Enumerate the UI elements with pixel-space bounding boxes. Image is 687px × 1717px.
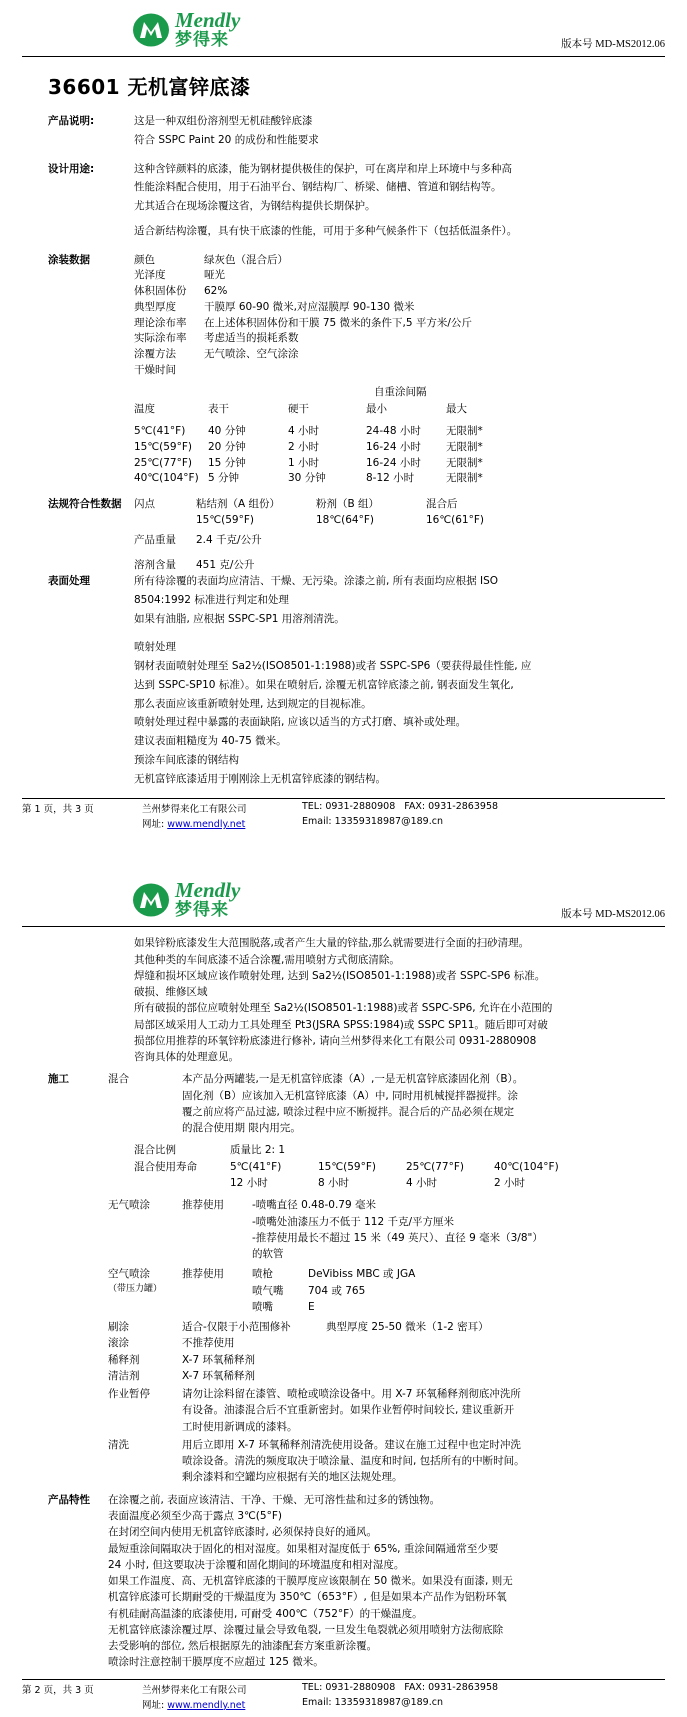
coating-key: 体积固体份 — [134, 285, 187, 297]
spacer — [22, 487, 665, 497]
prop-line: 如果工作温度、高、无机富锌底漆的干膜厚度应该限制在 50 微米。如果没有面漆, 则无 — [108, 1575, 513, 1588]
mix-line: 的混合使用期 限内用完。 — [182, 1122, 301, 1135]
use-line-2: 性能涂料配合使用，用于石油平台、钢结构厂、桥梁、储槽、管道和钢结构等。 — [134, 181, 502, 194]
cell-touch: 5 分钟 — [208, 472, 240, 485]
damage-line: 局部区域采用人工动力工具处理至 Pt3(JSRA SPSS:1984)或 SSPC SP11。随后即可对破 — [134, 1018, 548, 1031]
prop-line: 无机富锌底漆涂覆过厚、涂覆过量会导致龟裂, 一旦发生龟裂就必须用喷射方法彻底除 — [108, 1623, 504, 1636]
col-flashpoint: 闪点 — [134, 498, 155, 510]
section-design-use — [22, 162, 665, 243]
label-cleaning: 清洗 — [108, 1438, 129, 1451]
product-weight-row — [134, 533, 665, 549]
potlife-temp: 25℃(77°F) — [406, 1160, 464, 1173]
value-solvent-content: 451 克/公升 — [196, 559, 255, 572]
airless-line: 的软管 — [252, 1248, 284, 1261]
blast-title: 喷射处理 — [134, 641, 176, 654]
section-product-description — [22, 114, 665, 152]
coating-row — [134, 253, 665, 269]
prop-line: 表面温度必须至少高于露点 3℃(5°F) — [108, 1510, 282, 1523]
label-design-use: 设计用途: — [48, 162, 95, 175]
footer-web-link[interactable]: www.mendly.net — [167, 819, 246, 831]
col-min: 最小 — [366, 403, 387, 416]
pause-line: 工时使用新调成的漆料。 — [182, 1420, 298, 1433]
cleaner-value: X-7 环氧稀释剂 — [182, 1369, 255, 1382]
airless-line: -喷嘴处油漆压力不低于 112 千克/平方厘米 — [252, 1215, 455, 1228]
pause-line: 请勿让涂料留在漆管、喷枪或喷涂设备中。用 X-7 环氧稀释剂彻底冲洗所 — [182, 1388, 521, 1401]
label-surface-prep: 表面处理 — [48, 575, 90, 587]
label-product-weight: 产品重量 — [134, 533, 176, 546]
page2-footer — [22, 1679, 665, 1711]
brush-value: 适合-仅限于小范围修补 — [182, 1321, 291, 1334]
potlife-value: 8 小时 — [318, 1176, 350, 1189]
coating-row — [134, 316, 665, 332]
brush-thickness: 典型厚度 25-50 微米（1-2 密耳） — [326, 1321, 489, 1334]
footer-web-link[interactable]: www.mendly.net — [167, 1699, 246, 1711]
logo-en: Mendly — [175, 878, 241, 903]
col-powder-b: 粉剂（B 组） — [316, 498, 380, 510]
blast-line: 达到 SSPC-SP10 标准）。如果在喷射后, 涂覆无机富锌底漆之前, 钢表面发生氧化, — [134, 678, 514, 691]
label-regulatory: 法规符合性数据 — [48, 498, 122, 510]
potlife-temp: 15℃(59°F) — [318, 1160, 376, 1173]
header-divider — [22, 926, 665, 927]
label-airless-spray: 无气喷涂 — [108, 1199, 150, 1212]
cell-min: 24-48 小时 — [366, 425, 421, 437]
surface-line: 8504:1992 标准进行判定和处理 — [134, 593, 289, 606]
label-brush: 刷涂 — [108, 1321, 129, 1334]
logo-mark-icon — [132, 13, 170, 47]
col-hard-dry: 硬干 — [288, 403, 309, 416]
blast-line: 那么表面应该重新喷射处理, 达到规定的目视标准。 — [134, 697, 372, 710]
footer-fax: FAX: 0931-2863958 — [404, 801, 499, 813]
clean-line: 喷涂设备。清洗的频度取决于喷涂量、温度和时间, 包括所有的中断时间。 — [182, 1455, 525, 1468]
section-brush — [22, 1319, 665, 1335]
surface-line: 如果有油脂, 应根据 SSPC-SP1 用溶剂清洗。 — [134, 612, 345, 625]
val-mixed: 16℃(61°F) — [426, 513, 484, 526]
prop-line: 在涂覆之前, 表面应该清洁、干净、干燥、无可溶性盐和过多的锈蚀物。 — [108, 1493, 441, 1506]
val-powder-b: 18℃(64°F) — [316, 513, 374, 526]
damage-line: 所有破损的部位应喷射处理至 Sa2½(ISO8501-1:1988)或者 SSPC-SP6, 允许在小范围的 — [134, 1002, 553, 1015]
coating-value: 绿灰色（混合后） — [204, 253, 288, 266]
blast-line: 钢材表面喷射处理至 Sa2½(ISO8501-1:1988)或者 SSPC-SP6（要获得最佳性能, 应 — [134, 660, 532, 672]
air-key: 喷嘴 — [252, 1300, 273, 1313]
footer-fax: FAX: 0931-2863958 — [404, 1681, 499, 1693]
airless-line: -喷嘴直径 0.48-0.79 毫米 — [252, 1199, 377, 1212]
cell-touch: 40 分钟 — [208, 425, 246, 437]
page-title: 36601 无机富锌底漆 — [48, 75, 251, 99]
footer-company: 兰州梦得来化工有限公司 — [142, 804, 247, 816]
damage-line: 损部位用推荐的环氧锌粉底漆进行修补, 请向兰州梦得来化工有限公司 0931-2880908 — [134, 1034, 537, 1047]
air-rec: 推荐使用 — [182, 1268, 224, 1281]
dry-table-row — [134, 471, 665, 487]
label-construction: 施工 — [48, 1073, 69, 1086]
prop-line: 去受影响的部位, 然后根据原先的油漆配套方案重新涂覆。 — [108, 1640, 378, 1653]
footer-email[interactable]: 13359318987@189.cn — [334, 1696, 443, 1708]
pot-life-row — [134, 1159, 665, 1175]
dry-table-header — [134, 402, 665, 418]
section-cleaner — [22, 1368, 665, 1384]
pot-life-values — [134, 1175, 665, 1191]
prop-line: 有机硅耐高温漆的底漆使用, 可耐受 400℃（752°F）的干燥温度。 — [108, 1607, 423, 1620]
mix-line: 固化剂（B）应该加入无机富锌底漆（A）中, 同时用机械搅拌器搅拌。涂 — [182, 1089, 519, 1102]
page-number: 第 2 页，共 3 页 — [22, 1684, 94, 1696]
sub-mixing: 混合 — [108, 1073, 129, 1086]
coating-key: 实际涂布率 — [134, 332, 187, 345]
coating-key: 典型厚度 — [134, 300, 176, 313]
prop-line: 24 小时, 但这要取决于涂覆和固化期间的环境温度和相对湿度。 — [108, 1558, 405, 1571]
mix-line: 覆之前应将产品过滤, 喷涂过程中应不断搅拌。混合后的产品必须在规定 — [182, 1105, 515, 1118]
coating-row — [134, 284, 665, 300]
logo-text — [175, 10, 240, 49]
clean-line: 用后立即用 X-7 环氧稀释剂清洗使用设备。建议在施工过程中也定时冲洗 — [182, 1438, 521, 1451]
text-design-use — [134, 162, 665, 243]
section-cleaning — [22, 1437, 665, 1486]
version-number: 版本号 MD-MS2012.06 — [561, 909, 665, 921]
header-divider — [22, 56, 665, 57]
coating-value — [204, 363, 665, 379]
page-number: 第 1 页，共 3 页 — [22, 804, 94, 816]
footer-web-label: 网址: — [142, 1699, 165, 1711]
label-product-description: 产品说明: — [48, 115, 95, 127]
text-coating-data — [134, 253, 665, 488]
air-value: DeVibiss MBC 或 JGA — [308, 1268, 416, 1281]
mixing-text — [182, 1071, 665, 1136]
overcoat-interval-header: 自重涂间隔 — [374, 385, 427, 398]
cell-min: 8-12 小时 — [366, 472, 415, 485]
intro-line: 如果锌粉底漆发生大范围脱落,或者产生大量的锌盐,那么就需要进行全面的扫砂清理。 — [134, 937, 530, 950]
coating-value: 62% — [204, 285, 228, 297]
section-surface-prep — [22, 574, 665, 790]
value-mix-ratio: 质量比 2: 1 — [230, 1144, 286, 1157]
intro-line: 焊缝和损坏区域应该作喷射处理, 达到 Sa2½(ISO8501-1:1988)或者 SSPC-SP6 标准。 — [134, 969, 546, 982]
mix-ratio-block — [22, 1142, 665, 1191]
footer-email[interactable]: 13359318987@189.cn — [334, 816, 443, 828]
desc-line-1: 这是一种双组份溶剂型无机硅酸锌底漆 — [134, 115, 313, 127]
air-value: 704 或 765 — [308, 1284, 366, 1297]
section-air-spray — [22, 1266, 665, 1315]
footer-email-label: Email: — [302, 816, 332, 828]
col-binder-a: 粘结剂（A 组份） — [196, 498, 281, 510]
prop-line: 机富锌底漆可长期耐受的干燥温度为 350℃（653°F）, 但是如果本产品作为铝粉环氧 — [108, 1591, 507, 1604]
cell-max: 无限制* — [446, 440, 483, 453]
intro-block — [22, 935, 665, 1065]
page1-content — [22, 114, 665, 790]
blast-line: 喷射处理过程中暴露的表面缺陷, 应该以适当的方式打磨、填补或处理。 — [134, 716, 467, 729]
cell-min: 16-24 小时 — [366, 456, 421, 469]
logo-cn: 梦得来 — [175, 900, 229, 921]
intro-line: 其他种类的车间底漆不适合涂覆,需用喷射方式彻底清除。 — [134, 953, 400, 966]
page-2 — [0, 870, 687, 1716]
prop-line: 喷涂时注意控制干膜厚度不应超过 125 微米。 — [108, 1656, 324, 1669]
cell-hard: 4 小时 — [288, 425, 320, 437]
footer-divider — [22, 798, 665, 799]
thinner-value: X-7 环氧稀释剂 — [182, 1353, 255, 1366]
logo-text — [175, 880, 240, 919]
air-key: 喷枪 — [252, 1268, 273, 1281]
cell-min: 16-24 小时 — [366, 440, 421, 453]
section-product-properties — [22, 1492, 665, 1671]
label-mix-ratio: 混合比例 — [134, 1144, 176, 1157]
page-gap — [0, 836, 687, 870]
dry-table-row — [134, 456, 665, 472]
text-surface-prep — [134, 574, 665, 790]
coating-row — [134, 300, 665, 316]
cell-temp: 15℃(59°F) — [134, 440, 192, 453]
air-key: 喷气嘴 — [252, 1284, 284, 1297]
coating-value: 哑光 — [204, 269, 225, 282]
footer-web-label: 网址: — [142, 819, 165, 831]
spacer — [22, 152, 665, 162]
footer-divider — [22, 1679, 665, 1680]
section-coating-data — [22, 253, 665, 488]
surface-line: 所有待涂覆的表面均应清洁、干燥、无污染。涂漆之前, 所有表面均应根据 ISO — [134, 575, 499, 587]
cell-temp: 25℃(77°F) — [134, 456, 192, 469]
dry-table-row — [134, 440, 665, 456]
label-coating-data: 涂装数据 — [48, 253, 90, 266]
company-logo — [132, 10, 240, 49]
blast-line: 建议表面粗糙度为 40-75 微米。 — [134, 735, 287, 747]
coating-key: 光泽度 — [134, 269, 166, 282]
cell-hard: 30 分钟 — [288, 472, 326, 485]
label-solvent-content: 溶剂含量 — [134, 559, 176, 572]
logo-mark-icon — [132, 883, 170, 917]
col-max: 最大 — [446, 403, 467, 416]
use-line-1: 这种含锌颜料的底漆，能为钢材提供极佳的保护，可在离岸和岸上环境中与多种高 — [134, 162, 512, 175]
potlife-value: 2 小时 — [494, 1176, 526, 1189]
use-line-5: 适合新结构涂覆，具有快干底漆的性能，可用于多种气候条件下（包括低温条件）。 — [134, 224, 518, 237]
label-roller: 滚涂 — [108, 1337, 129, 1350]
coating-key: 颜色 — [134, 253, 155, 266]
footer-company: 兰州梦得来化工有限公司 — [142, 1684, 247, 1696]
coating-key: 涂覆方法 — [134, 348, 176, 360]
cell-max: 无限制* — [446, 456, 483, 469]
page2-header — [22, 880, 665, 924]
label-work-pause: 作业暂停 — [108, 1388, 150, 1401]
regulatory-header — [134, 497, 665, 513]
page2-content — [22, 935, 665, 1670]
potlife-value: 4 小时 — [406, 1176, 438, 1189]
label-air-spray: 空气喷涂 — [108, 1268, 150, 1281]
page1-footer — [22, 798, 665, 830]
section-roller — [22, 1335, 665, 1351]
section-construction — [22, 1071, 665, 1136]
coating-value: 在上述体积固体份和干膜 75 微米的条件下,5 平方米/公斤 — [204, 316, 472, 329]
air-value: E — [308, 1300, 315, 1313]
coating-row — [134, 331, 665, 347]
cell-hard: 2 小时 — [288, 440, 320, 453]
val-flashpoint — [134, 513, 196, 529]
version-number: 版本号 MD-MS2012.06 — [561, 39, 665, 50]
company-logo — [132, 880, 240, 919]
use-line-3: 尤其适合在现场涂覆这省，为钢结构提供长期保护。 — [134, 200, 376, 212]
solvent-content-row — [134, 558, 665, 574]
dry-table-row — [134, 424, 665, 440]
mix-ratio-row — [134, 1142, 665, 1158]
airless-rec: 推荐使用 — [182, 1199, 224, 1212]
page-1 — [0, 0, 687, 836]
coating-key: 干燥时间 — [134, 363, 176, 376]
col-temp: 温度 — [134, 403, 155, 416]
coating-key: 理论涂布率 — [134, 316, 187, 329]
label-cleaner: 清洁剂 — [108, 1369, 140, 1382]
regulatory-values — [134, 513, 665, 529]
section-thinner — [22, 1352, 665, 1368]
section-regulatory — [22, 497, 665, 574]
coating-row — [134, 347, 665, 363]
roller-value: 不推荐使用 — [182, 1337, 235, 1350]
cell-max: 无限制* — [446, 425, 483, 437]
pause-line: 有设备。油漆混合后不宜重新密封。如果作业暂停时间较长, 建议重新开 — [182, 1404, 515, 1417]
cell-touch: 20 分钟 — [208, 440, 246, 453]
shop-primer-title: 预涂车间底漆的钢结构 — [134, 753, 239, 766]
clean-line: 剩余漆料和空罐均应根据有关的地区法规处理。 — [182, 1471, 403, 1484]
coating-row — [134, 268, 665, 284]
section-airless-spray — [22, 1197, 665, 1262]
col-touch-dry: 表干 — [208, 403, 229, 416]
footer-tel: TEL: 0931-2880908 — [302, 801, 396, 813]
text-regulatory — [134, 497, 665, 574]
prop-line: 在封闭空间内使用无机富锌底漆时, 必须保持良好的通风。 — [108, 1526, 378, 1539]
damage-line: 咨询具体的处理意见。 — [134, 1051, 239, 1064]
logo-en: Mendly — [175, 8, 241, 32]
coating-value: 无气喷涂、空气涂涂 — [204, 348, 299, 360]
spacer — [22, 243, 665, 253]
page-header — [22, 10, 665, 54]
label-thinner: 稀释剂 — [108, 1353, 140, 1366]
footer-tel: TEL: 0931-2880908 — [302, 1681, 396, 1693]
potlife-temp: 40℃(104°F) — [494, 1160, 559, 1173]
airless-line: -推荐使用最长不超过 15 米（49 英尺）、直径 9 毫米（3/8"） — [252, 1231, 543, 1244]
coating-value: 考虑适当的损耗系数 — [204, 332, 299, 345]
value-product-weight: 2.4 千克/公升 — [196, 533, 262, 546]
cell-touch: 15 分钟 — [208, 456, 246, 469]
footer-email-label: Email: — [302, 1696, 332, 1708]
label-product-properties: 产品特性 — [48, 1493, 90, 1506]
desc-line-2: 符合 SSPC Paint 20 的成份和性能要求 — [134, 133, 319, 146]
section-work-pause — [22, 1386, 665, 1435]
potlife-value: 12 小时 — [230, 1176, 268, 1189]
cell-hard: 1 小时 — [288, 456, 320, 469]
prop-line: 最短重涂间隔取决于固化的相对湿度。如果相对湿度低于 65%, 重涂间隔通常至少要 — [108, 1542, 499, 1555]
mix-line: 本产品分两罐装,一是无机富锌底漆（A）,一是无机富锌底漆固化剂（B）。 — [182, 1073, 524, 1086]
shop-primer-text: 无机富锌底漆适用于刚刚涂上无机富锌底漆的钢结构。 — [134, 772, 386, 785]
label-air-spray-note: （带压力罐） — [108, 1283, 163, 1294]
coating-value: 干膜厚 60-90 微米,对应湿膜厚 90-130 微米 — [204, 300, 415, 313]
coating-row — [134, 363, 665, 379]
damage-title: 破损、维修区域 — [134, 986, 208, 999]
text-product-description — [134, 114, 665, 152]
logo-cn: 梦得来 — [175, 30, 229, 50]
val-binder-a: 15℃(59°F) — [196, 513, 254, 526]
cell-temp: 40℃(104°F) — [134, 472, 199, 485]
cell-max: 无限制* — [446, 472, 483, 485]
label-pot-life: 混合使用寿命 — [134, 1160, 197, 1173]
potlife-temp: 5℃(41°F) — [230, 1160, 282, 1173]
cell-temp: 5℃(41°F) — [134, 425, 186, 437]
col-mixed: 混合后 — [426, 498, 458, 510]
